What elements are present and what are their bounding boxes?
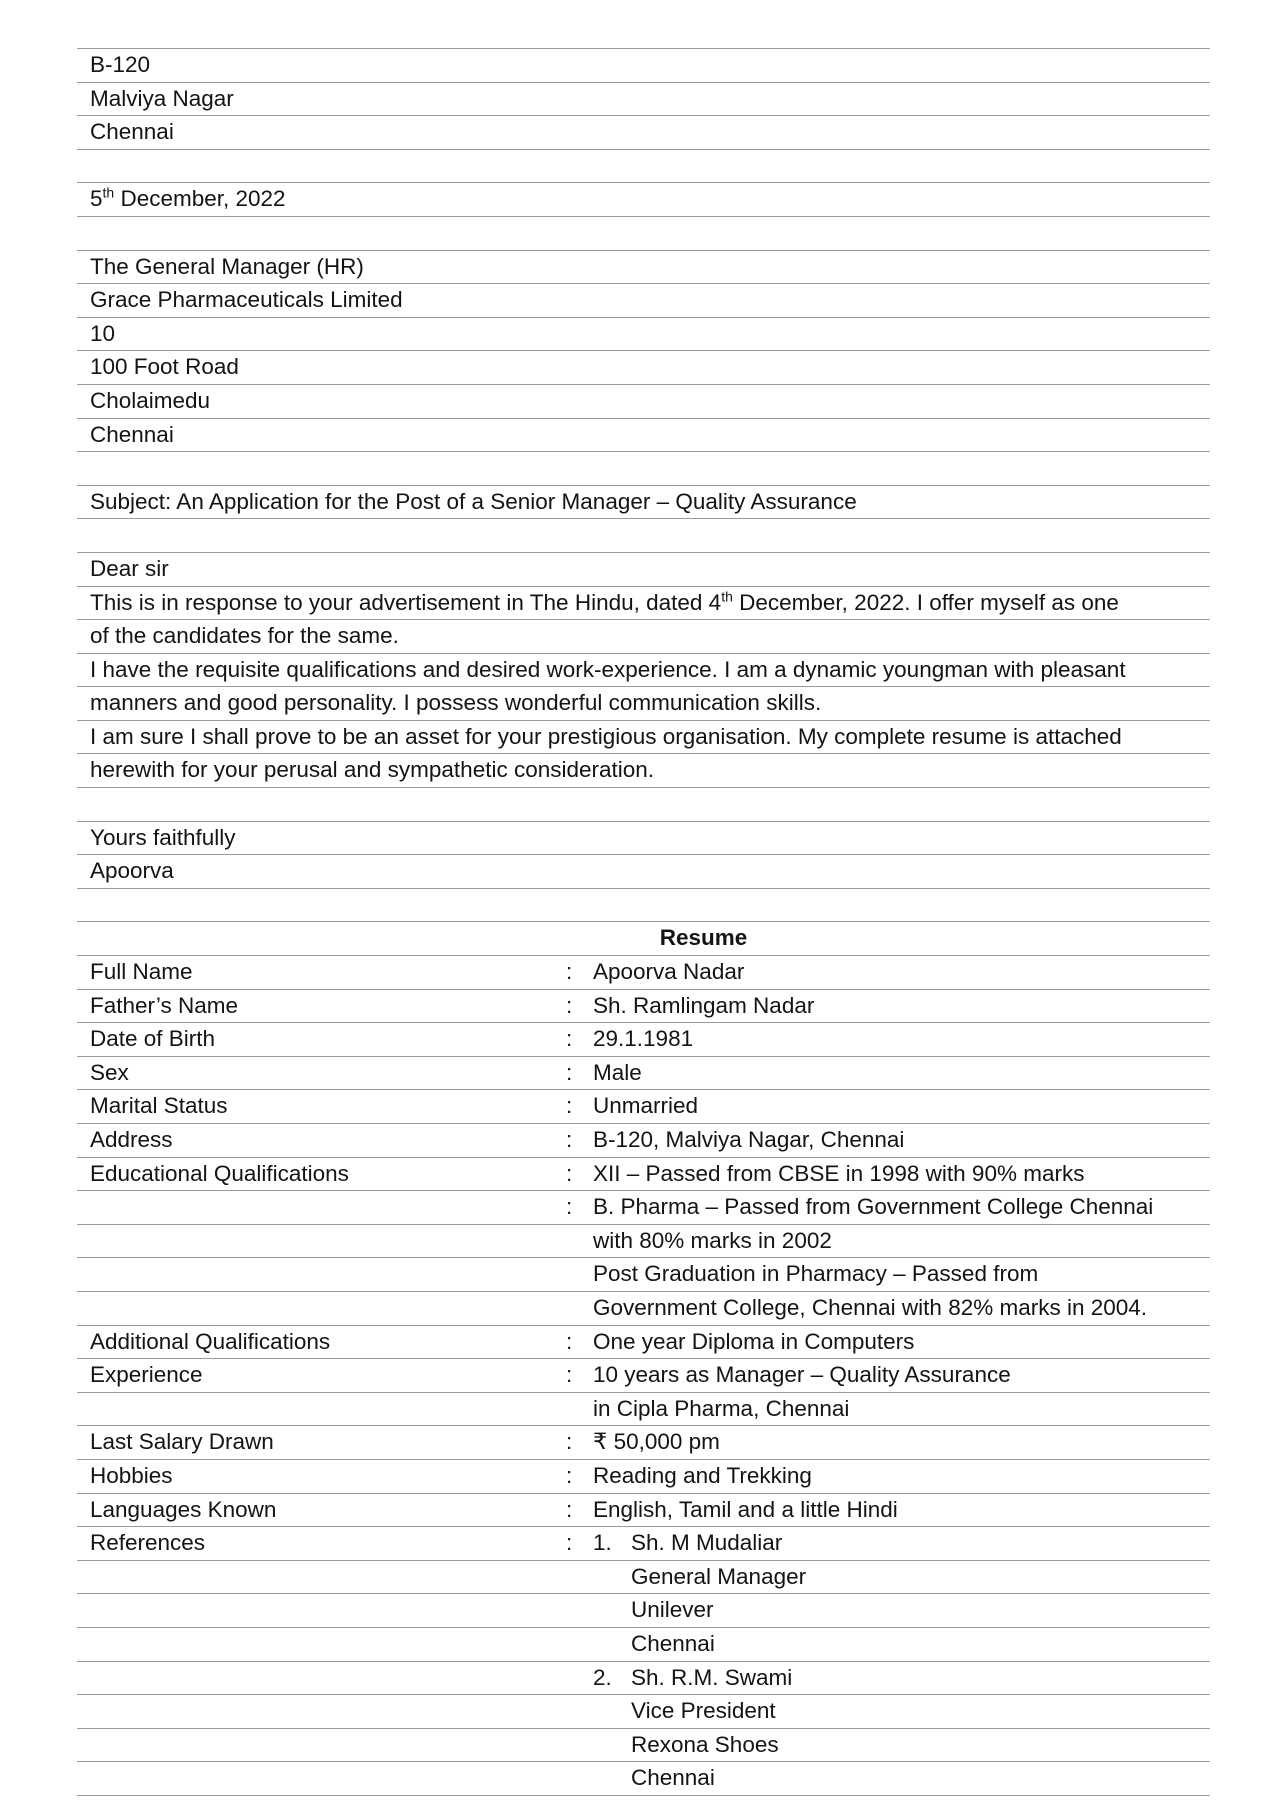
resume-row-references	[77, 1661, 1210, 1695]
sex-value: Male	[593, 1059, 642, 1085]
resume-row-education	[77, 1224, 1210, 1258]
colon: :	[566, 1429, 573, 1455]
recipient-line-6: Chennai	[90, 421, 174, 447]
education-value-3b: Government College, Chennai with 82% marks in 2004.	[593, 1294, 1148, 1320]
letter-page	[77, 48, 1210, 1796]
sender-line-1: B-120	[90, 52, 151, 77]
recipient-line	[77, 350, 1210, 384]
resume-row-salary	[77, 1425, 1210, 1459]
additional-label: Additional Qualifications	[90, 1328, 331, 1354]
resume-row-experience	[77, 1392, 1210, 1426]
resume-row-experience	[77, 1358, 1210, 1392]
reference-1-org: Unilever	[631, 1597, 714, 1623]
resume-row-references	[77, 1526, 1210, 1560]
recipient-line	[77, 384, 1210, 418]
marital-label: Marital Status	[90, 1093, 228, 1119]
dob-value: 29.1.1981	[593, 1026, 694, 1052]
resume-row-education	[77, 1257, 1210, 1291]
additional-value: One year Diploma in Computers	[593, 1328, 915, 1354]
colon: :	[566, 992, 573, 1018]
signature-line	[77, 854, 1210, 888]
blank-line	[77, 888, 1210, 922]
languages-value: English, Tamil and a little Hindi	[593, 1496, 898, 1522]
resume-row-education	[77, 1190, 1210, 1224]
colon: :	[566, 1328, 573, 1354]
full-name-value: Apoorva Nadar	[593, 959, 745, 985]
colon: :	[566, 1462, 573, 1488]
sender-line	[77, 48, 1210, 82]
subject-line	[77, 485, 1210, 519]
body-p3-a: I am sure I shall prove to be an asset for your prestigious organisation. My complete resume is attached	[90, 723, 1122, 749]
body-line	[77, 720, 1210, 754]
date-rest: December, 2022	[114, 186, 286, 212]
reference-1-title: General Manager	[631, 1563, 807, 1589]
body-p1-sup: th	[721, 588, 733, 604]
education-value-1: XII – Passed from CBSE in 1998 with 90% marks	[593, 1160, 1085, 1186]
body-p1-a: This is in response to your advertisement in The Hindu, dated 4	[90, 589, 722, 615]
salary-label: Last Salary Drawn	[90, 1429, 274, 1455]
salary-value: ₹ 50,000 pm	[593, 1429, 720, 1455]
sender-line-2: Malviya Nagar	[90, 85, 234, 111]
subject-text: Subject: An Application for the Post of a Senior Manager – Quality Assurance	[90, 488, 857, 514]
body-line	[77, 753, 1210, 787]
father-label: Father’s Name	[90, 992, 238, 1018]
resume-row-additional	[77, 1325, 1210, 1359]
blank-line	[77, 216, 1210, 250]
recipient-line-5: Cholaimedu	[90, 387, 211, 413]
full-name-label: Full Name	[90, 959, 193, 985]
body-line	[77, 653, 1210, 687]
resume-row-education	[77, 1157, 1210, 1191]
sender-line	[77, 115, 1210, 149]
experience-value-a: 10 years as Manager – Quality Assurance	[593, 1362, 1011, 1388]
signature: Apoorva	[90, 858, 174, 884]
body-p2-a: I have the requisite qualifications and desired work-experience. I am a dynamic youngman with pleasant	[90, 656, 1126, 682]
sender-line	[77, 82, 1210, 116]
reference-2-name: Sh. R.M. Swami	[631, 1664, 793, 1690]
resume-row-references	[77, 1728, 1210, 1762]
closing-line	[77, 821, 1210, 855]
colon: :	[566, 1496, 573, 1522]
date-suffix: th	[102, 184, 115, 201]
resume-row-references	[77, 1560, 1210, 1594]
reference-1-name: Sh. M Mudaliar	[631, 1530, 783, 1556]
marital-value: Unmarried	[593, 1093, 699, 1119]
hobbies-value: Reading and Trekking	[593, 1462, 812, 1488]
resume-row-education	[77, 1291, 1210, 1325]
recipient-line	[77, 250, 1210, 284]
resume-row-marital	[77, 1089, 1210, 1123]
reference-2-title: Vice President	[631, 1698, 776, 1724]
body-line	[77, 686, 1210, 720]
father-value: Sh. Ramlingam Nadar	[593, 992, 815, 1018]
resume-row-references	[77, 1761, 1210, 1796]
blank-line	[77, 451, 1210, 485]
resume-row-address	[77, 1123, 1210, 1157]
body-p1-b: December, 2022. I offer myself as one	[732, 589, 1119, 615]
recipient-line-3: 10	[90, 320, 116, 346]
reference-1-number: 1.	[593, 1530, 612, 1556]
education-label: Educational Qualifications	[90, 1160, 349, 1186]
body-p2-b: manners and good personality. I possess wonderful communication skills.	[90, 690, 822, 716]
recipient-line	[77, 283, 1210, 317]
resume-row-father	[77, 989, 1210, 1023]
blank-line	[77, 149, 1210, 183]
education-value-2b: with 80% marks in 2002	[593, 1227, 832, 1253]
blank-line	[77, 518, 1210, 552]
reference-2-number: 2.	[593, 1664, 612, 1690]
experience-value-b: in Cipla Pharma, Chennai	[593, 1395, 850, 1421]
recipient-line-1: The General Manager (HR)	[90, 253, 364, 279]
colon: :	[566, 1160, 573, 1186]
hobbies-label: Hobbies	[90, 1462, 173, 1488]
colon: :	[566, 1093, 573, 1119]
blank-line	[77, 787, 1210, 821]
resume-row-languages	[77, 1493, 1210, 1527]
colon: :	[566, 1026, 573, 1052]
education-value-2a: B. Pharma – Passed from Government College Chennai	[593, 1194, 1154, 1220]
references-label: References	[90, 1530, 206, 1556]
colon: :	[566, 1530, 573, 1556]
resume-row-hobbies	[77, 1459, 1210, 1493]
address-value: B-120, Malviya Nagar, Chennai	[593, 1127, 905, 1152]
recipient-line	[77, 317, 1210, 351]
reference-2-org: Rexona Shoes	[631, 1731, 779, 1757]
languages-label: Languages Known	[90, 1496, 277, 1522]
colon: :	[566, 1127, 573, 1152]
body-p1-c: of the candidates for the same.	[90, 623, 399, 649]
body-p3-b: herewith for your perusal and sympathetic consideration.	[90, 757, 655, 783]
salutation: Dear sir	[90, 555, 169, 581]
resume-row-references	[77, 1593, 1210, 1627]
resume-title-line	[77, 921, 1210, 955]
resume-title: Resume	[659, 925, 748, 951]
closing: Yours faithfully	[90, 824, 236, 850]
recipient-line-2: Grace Pharmaceuticals Limited	[90, 287, 403, 313]
colon: :	[566, 959, 573, 985]
sender-line-3: Chennai	[90, 119, 174, 145]
resume-row-full-name	[77, 955, 1210, 989]
resume-row-dob	[77, 1022, 1210, 1056]
salutation-line	[77, 552, 1210, 586]
experience-label: Experience	[90, 1362, 203, 1388]
reference-2-city: Chennai	[631, 1765, 715, 1791]
colon: :	[566, 1362, 573, 1388]
date-line	[77, 182, 1210, 216]
dob-label: Date of Birth	[90, 1026, 216, 1052]
colon: :	[566, 1194, 573, 1220]
colon: :	[566, 1059, 573, 1085]
resume-row-sex	[77, 1056, 1210, 1090]
education-value-3a: Post Graduation in Pharmacy – Passed from	[593, 1261, 1039, 1287]
recipient-line-4: 100 Foot Road	[90, 354, 239, 380]
body-line	[77, 586, 1210, 620]
resume-row-references	[77, 1627, 1210, 1661]
body-line	[77, 619, 1210, 653]
date-day: 5	[90, 186, 103, 212]
resume-row-references	[77, 1694, 1210, 1728]
recipient-line	[77, 418, 1210, 452]
address-label: Address	[90, 1127, 173, 1152]
reference-1-city: Chennai	[631, 1630, 715, 1656]
sex-label: Sex	[90, 1059, 129, 1085]
